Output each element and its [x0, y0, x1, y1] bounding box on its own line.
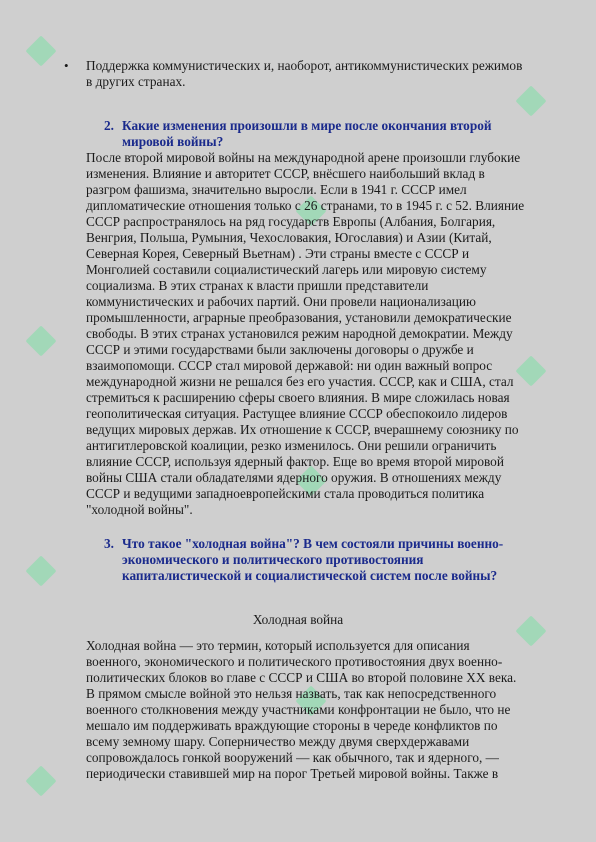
watermark-mark: [515, 85, 546, 116]
bullet-dot: •: [64, 58, 69, 73]
answer-paragraph-3: [86, 638, 548, 782]
question-text: [122, 536, 544, 584]
text-line: разгром фашизма, значительно выросли. Если в 1941 г. СССР имел: [86, 182, 467, 197]
text-line: дипломатические отношения только с 26 странами, то в 1945 г. с 52. Влияние: [86, 198, 525, 213]
text-line: Венгрия, Польша, Румыния, Чехословакия, Югославия) и Азии (Китай,: [86, 230, 492, 245]
text-line: коммунистических и рабочих партий. Они провели национализацию: [86, 294, 476, 309]
text-line: антигитлеровской коалиции, резко изменилось. Они решили ограничить: [86, 438, 497, 453]
text-line: стремиться к расширению сферы своего влияния. В мире сложилась новая: [86, 390, 510, 405]
bullet-text: [86, 58, 546, 90]
text-line: "холодной войны".: [86, 502, 193, 517]
text-line: промышленности, аграрные преобразования, установили демократические: [86, 310, 512, 325]
text-line: периодически ставившей мир на порог Третьей мировой войны. Также в: [86, 766, 499, 781]
text-line: капиталистической и социалистической систем после войны?: [122, 568, 498, 583]
text-line: всему земному шару. Соперничество между двумя сверхдержавами: [86, 734, 470, 749]
text-line: международной жизни не решался без его участия. СССР, как и США, стал: [86, 374, 514, 389]
text-line: свободы. В этих странах установился режим народной демократии. Между: [86, 326, 513, 341]
bullet-item: [66, 58, 546, 90]
question-number: 3.: [104, 536, 114, 551]
text-line: Поддержка коммунистических и, наоборот, антикоммунистических режимов: [86, 58, 523, 73]
text-line: В прямом смысле войной это нельзя назвать, так как непосредственного: [86, 686, 497, 701]
text-line: взаимопомощи. СССР стал мировой державой: ни один важный вопрос: [86, 358, 493, 373]
question-number: 2.: [104, 118, 114, 133]
text-line: После второй мировой войны на международной арене произошли глубокие: [86, 150, 521, 165]
text-line: экономического и политического противостояния: [122, 552, 424, 567]
text-line: Северная Корея, Северный Вьетнам) . Эти страны вместе с СССР и: [86, 246, 470, 261]
text-line: Что такое "холодная война"? В чем состояли причины военно-: [122, 536, 504, 551]
watermark-mark: [25, 325, 56, 356]
question-text: [122, 118, 524, 150]
text-line: в других странах.: [86, 74, 186, 89]
text-line: геополитическая ситуация. Растущее влияние СССР обеспокоило лидеров: [86, 406, 508, 421]
watermark-mark: [25, 765, 56, 796]
text-line: влияние СССР, используя ядерный фактор. Еще во время второй мировой: [86, 454, 504, 469]
text-line: мешало им поддерживать враждующие стороны в череде конфликтов по: [86, 718, 498, 733]
text-line: СССР и этими государствами были заключены договоры о дружбе и: [86, 342, 474, 357]
text-line: сопровождалось гонкой вооружений — как обычного, так и ядерного, —: [86, 750, 499, 765]
question-2-heading: [104, 118, 524, 150]
text-line: войны США стали обладателями ядерного оружия. В отношениях между: [86, 470, 502, 485]
text-line: изменения. Влияние и авторитет СССР, внёсшего наибольший вклад в: [86, 166, 485, 181]
text-line: военного столкновения между участниками конфронтации не было, что не: [86, 702, 511, 717]
text-line: Какие изменения произошли в мире после окончания второй: [122, 118, 492, 133]
text-line: социализма. В этих странах к власти пришли представители: [86, 278, 429, 293]
watermark-mark: [25, 555, 56, 586]
text-line: ведущих мировых держав. Их отношение к СССР, вчерашнему союзнику по: [86, 422, 519, 437]
watermark-mark: [25, 35, 56, 66]
text-line: мировой войны?: [122, 134, 224, 149]
text-line: военного, экономического и политического противостояния двух военно-: [86, 654, 503, 669]
text-line: Монголией составили социалистический лагерь или мировую систему: [86, 262, 487, 277]
answer-paragraph-2: [86, 150, 548, 518]
text-line: Холодная война — это термин, который используется для описания: [86, 638, 470, 653]
text-line: политических блоков во главе с СССР и США во второй половине XX века.: [86, 670, 517, 685]
text-line: СССР распространялось на ряд государств Европы (Албания, Болгария,: [86, 214, 496, 229]
section-title: Холодная война: [252, 612, 344, 627]
text-line: СССР и ведущими западноевропейскими стала проводиться политика: [86, 486, 485, 501]
question-3-heading: [104, 536, 544, 584]
